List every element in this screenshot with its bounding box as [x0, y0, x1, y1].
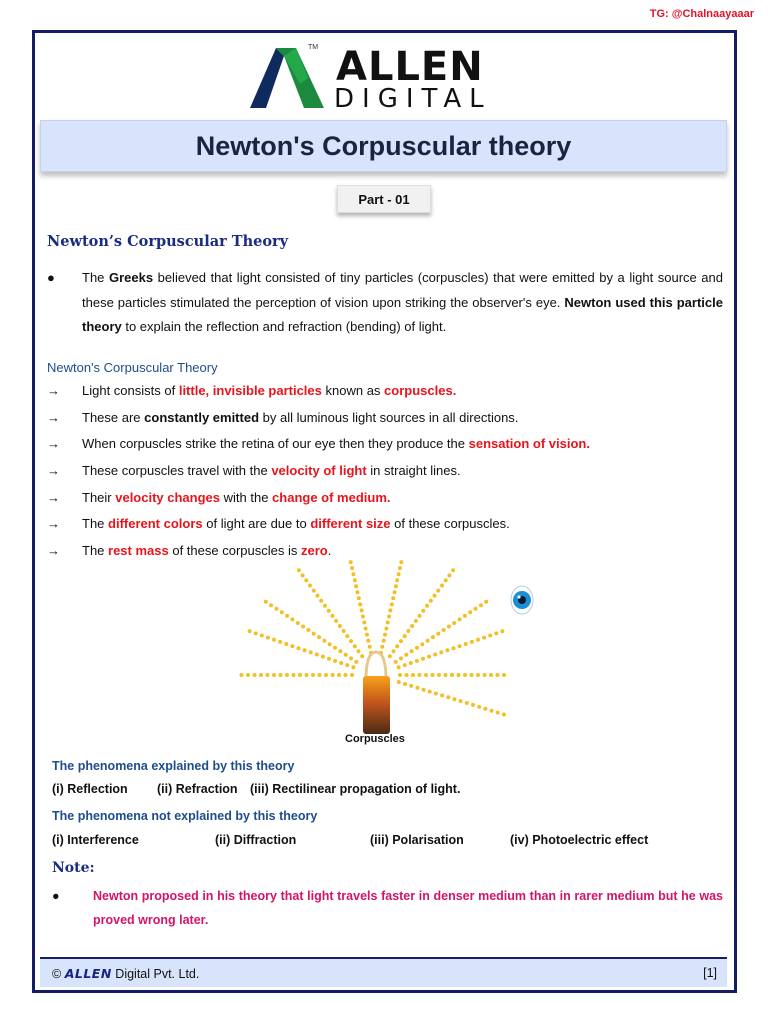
corpuscle-dot	[399, 639, 403, 643]
corpuscle-dot	[395, 644, 399, 648]
corpuscle-dot	[264, 600, 268, 604]
corpuscle-dot	[297, 646, 301, 650]
logo-word-digital: DIGITAL	[334, 84, 492, 114]
corpuscle-dot	[450, 673, 454, 677]
corpuscle-dot	[240, 673, 244, 677]
corpuscle-dot	[319, 599, 323, 603]
corpuscle-dot	[350, 673, 354, 677]
corpuscle-dot	[453, 697, 457, 701]
corpuscle-dot	[477, 705, 481, 709]
corpuscle-dot	[357, 649, 361, 653]
corpuscle-dot	[429, 599, 433, 603]
corpuscle-dot	[471, 703, 475, 707]
list-item: → When corpuscles strike the retina of our eye then they produce the sensation of vision.	[47, 434, 723, 461]
not-explained-heading: The phenomena not explained by this theory	[52, 809, 318, 823]
corpuscle-dot	[392, 649, 396, 653]
corpuscle-dot	[253, 673, 257, 677]
corpuscle-dot	[437, 673, 441, 677]
corpuscle-dot	[303, 648, 307, 652]
arrow-icon: →	[47, 383, 60, 398]
corpuscle-dot	[298, 673, 302, 677]
corpuscle-dot	[398, 566, 402, 570]
corpuscle-dot	[447, 573, 451, 577]
corpuscle-dot	[426, 639, 430, 643]
corpuscle-dot	[306, 628, 310, 632]
corpuscle-dot	[354, 660, 358, 664]
note-heading: Note:	[52, 860, 95, 876]
corpuscle-dot	[436, 632, 440, 636]
corpuscle-dot	[405, 673, 409, 677]
list-item: (iv) Photoelectric effect	[510, 833, 649, 847]
corpuscle-dot	[470, 640, 474, 644]
corpuscle-dot	[364, 627, 368, 631]
corpuscle-dot	[301, 625, 305, 629]
corpuscle-dot	[411, 673, 415, 677]
corpuscle-dot	[444, 673, 448, 677]
corpuscle-dot	[384, 627, 388, 631]
corpuscle-dot	[382, 639, 386, 643]
corpuscle-dot	[458, 644, 462, 648]
corpuscle-dot	[447, 625, 451, 629]
list-item: (ii) Diffraction	[215, 833, 297, 847]
corpuscle-dot	[415, 686, 419, 690]
corpuscle-dot	[312, 589, 316, 593]
corpuscle-dot	[431, 673, 435, 677]
title-banner	[40, 120, 727, 172]
page-number: [1]	[703, 966, 717, 980]
corpuscle-dot	[342, 629, 346, 633]
list-item: (ii) Refraction	[157, 782, 238, 796]
corpuscle-dot	[414, 619, 418, 623]
sub-heading: Newton's Corpuscular Theory	[47, 360, 218, 375]
corpuscle-dot	[434, 692, 438, 696]
corpuscle-dot	[399, 656, 403, 660]
corpuscle-dot	[433, 653, 437, 657]
eye-icon	[511, 586, 533, 614]
corpuscle-dot	[442, 628, 446, 632]
corpuscle-dot	[322, 639, 326, 643]
list-item: (i) Reflection	[52, 782, 128, 796]
corpuscle-dot	[386, 621, 390, 625]
corpuscle-dot	[284, 642, 288, 646]
list-item: → These are constantly emitted by all luminous light sources in all directions.	[47, 408, 723, 435]
corpuscle-dot	[365, 633, 369, 637]
intro-bullet	[47, 266, 723, 340]
corpuscle-dot	[489, 673, 493, 677]
corpuscle-dot	[360, 608, 364, 612]
corpuscle-dot	[397, 665, 401, 669]
corpuscle-dot	[351, 572, 355, 576]
corpuscle-dot	[308, 584, 312, 588]
corpuscle-dot	[361, 615, 365, 619]
footer-copyright: © ALLEN Digital Pvt. Ltd.	[52, 966, 200, 981]
corpuscle-dot	[349, 560, 353, 564]
arrow-icon: →	[47, 463, 60, 479]
corpuscle-dot	[428, 690, 432, 694]
corpuscle-dot	[415, 659, 419, 663]
corpuscle-dot	[246, 673, 250, 677]
corpuscle-dot	[397, 572, 401, 576]
corpuscle-dot	[476, 638, 480, 642]
corpuscle-dot	[353, 644, 357, 648]
corpuscle-dot	[490, 709, 494, 713]
list-item: (i) Interference	[52, 833, 139, 847]
corpuscle-dot	[398, 673, 402, 677]
corpuscle-dot	[275, 607, 279, 611]
arrow-icon: →	[47, 516, 60, 532]
corpuscle-dot	[468, 610, 472, 614]
list-item: → These corpuscles travel with the velocity of light in straight lines.	[47, 461, 723, 488]
corpuscle-dot	[337, 673, 341, 677]
corpuscle-dot	[309, 650, 313, 654]
corpuscle-dot	[285, 673, 289, 677]
corpuscle-dot	[321, 655, 325, 659]
corpuscle-dot	[394, 584, 398, 588]
bullet-dot-icon: ●	[52, 889, 60, 903]
corpuscle-dot	[488, 634, 492, 638]
corpuscle-dot	[420, 642, 424, 646]
corpuscle-dot	[445, 648, 449, 652]
corpuscle-dot	[312, 632, 316, 636]
corpuscle-dot	[463, 614, 467, 618]
list-item: (iii) Rectilinear propagation of light.	[250, 782, 461, 796]
corpuscle-dot	[297, 568, 301, 572]
corpuscle-dot	[333, 646, 337, 650]
corpuscle-dot	[290, 617, 294, 621]
trademark: TM	[308, 44, 319, 51]
corpuscle-dot	[317, 635, 321, 639]
corpuscle-dot	[362, 621, 366, 625]
corpuscle-dot	[388, 608, 392, 612]
corpuscle-dot	[345, 634, 349, 638]
corpuscle-dot	[323, 604, 327, 608]
corpuscle-dot	[418, 614, 422, 618]
corpuscle-diagram	[238, 560, 536, 745]
corpuscle-dot	[452, 621, 456, 625]
corpuscle-dot	[459, 699, 463, 703]
arrow-icon: →	[47, 543, 60, 559]
telegram-tag: TG: @Chalnaayaaar	[649, 8, 754, 20]
corpuscle-dot	[415, 646, 419, 650]
corpuscle-dot	[311, 673, 315, 677]
corpuscle-dot	[387, 615, 391, 619]
corpuscle-dot	[338, 624, 342, 628]
corpuscle-dot	[353, 578, 357, 582]
corpuscle-dot	[470, 673, 474, 677]
logo-word-allen: ALLEN	[336, 44, 484, 90]
corpuscle-dot	[421, 657, 425, 661]
arrow-icon: →	[47, 436, 60, 452]
corpuscle-dot	[439, 650, 443, 654]
corpuscle-dot	[427, 655, 431, 659]
corpuscle-dot	[431, 635, 435, 639]
allen-digital-logo	[250, 44, 520, 112]
corpuscle-dot	[318, 673, 322, 677]
corpuscle-dot	[440, 584, 444, 588]
figure-caption: Corpuscles	[345, 733, 405, 745]
note-text: Newton proposed in his theory that light travels faster in denser medium than in rarer medium but he was proved wrong later.	[93, 889, 723, 927]
corpuscle-dot	[410, 649, 414, 653]
corpuscle-dot	[344, 653, 348, 657]
corpuscle-dot	[410, 624, 414, 628]
corpuscle-dot	[315, 653, 319, 657]
corpuscle-dot	[349, 639, 353, 643]
corpuscle-dot	[502, 713, 506, 717]
corpuscle-dot	[421, 609, 425, 613]
corpuscle-dot	[324, 673, 328, 677]
corpuscle-dot	[391, 596, 395, 600]
corpuscle-rays	[238, 560, 536, 745]
corpuscle-dot	[266, 673, 270, 677]
corpuscle-dot	[366, 639, 370, 643]
corpuscle-dot	[356, 590, 360, 594]
corpuscle-dot	[409, 684, 413, 688]
corpuscle-dot	[327, 609, 331, 613]
corpuscle-dot	[403, 634, 407, 638]
corpuscle-dot	[479, 603, 483, 607]
corpuscle-dot	[422, 688, 426, 692]
corpuscle-dot	[451, 568, 455, 572]
corpuscle-dot	[349, 656, 353, 660]
corpuscle-dot	[424, 673, 428, 677]
corpuscle-dot	[404, 653, 408, 657]
corpuscle-dot	[383, 633, 387, 637]
corpuscle-dot	[502, 673, 506, 677]
corpuscle-dot	[476, 673, 480, 677]
corpuscle-dot	[339, 661, 343, 665]
corpuscle-dot	[272, 638, 276, 642]
corpuscle-dot	[380, 645, 384, 649]
corpuscle-dot	[458, 617, 462, 621]
corpuscle-dot	[406, 629, 410, 633]
corpuscle-dot	[463, 673, 467, 677]
list-item: → Their velocity changes with the change of medium.	[47, 488, 723, 515]
corpuscle-dot	[296, 621, 300, 625]
corpuscle-dot	[290, 644, 294, 648]
corpuscle-dot	[285, 614, 289, 618]
corpuscle-dot	[482, 636, 486, 640]
candle-icon	[363, 676, 390, 734]
corpuscle-dot	[394, 660, 398, 664]
corpuscle-dot	[496, 673, 500, 677]
corpuscle-dot	[272, 673, 276, 677]
corpuscle-dot	[403, 663, 407, 667]
corpuscle-dot	[331, 673, 335, 677]
corpuscle-dot	[338, 649, 342, 653]
corpuscle-dot	[452, 646, 456, 650]
corpuscle-dot	[474, 607, 478, 611]
corpuscle-dot	[496, 711, 500, 715]
corpuscle-dot	[464, 642, 468, 646]
explained-heading: The phenomena explained by this theory	[52, 759, 295, 773]
corpuscle-dot	[316, 594, 320, 598]
bullet-dot-icon: ●	[47, 270, 55, 285]
section-heading: Newton’s Corpuscular Theory	[47, 233, 289, 250]
properties-list	[47, 381, 723, 568]
corpuscle-dot	[280, 610, 284, 614]
corpuscle-dot	[278, 640, 282, 644]
list-item: (iii) Polarisation	[370, 833, 464, 847]
arrow-icon: →	[47, 409, 60, 425]
corpuscle-dot	[368, 645, 372, 649]
corpuscle-dot	[254, 631, 258, 635]
corpuscle-dot	[279, 673, 283, 677]
page-title: Newton's Corpuscular theory	[195, 130, 572, 161]
corpuscle-dot	[304, 578, 308, 582]
corpuscle-dot	[440, 693, 444, 697]
corpuscle-dot	[397, 680, 401, 684]
corpuscle-dot	[344, 673, 348, 677]
intro-text: The Greeks believed that light consisted of tiny particles (corpuscles) that were emitted by a light source and these particles stimulated the perception of vision upon striking the observer's eye. Newton used this particle theory to explain the reflection and refraction (bending) of light.	[82, 270, 723, 334]
corpuscle-dot	[483, 707, 487, 711]
corpuscle-dot	[418, 673, 422, 677]
corpuscle-dot	[444, 578, 448, 582]
corpuscle-dot	[395, 578, 399, 582]
corpuscle-dot	[358, 602, 362, 606]
corpuscle-dot	[500, 629, 504, 633]
corpuscle-dot	[484, 600, 488, 604]
part-label: Part - 01	[337, 185, 431, 213]
corpuscle-dot	[354, 584, 358, 588]
corpuscle-dot	[248, 629, 252, 633]
corpuscle-dot	[399, 560, 403, 564]
corpuscle-dot	[269, 603, 273, 607]
corpuscle-dot	[483, 673, 487, 677]
arrow-icon: →	[47, 489, 60, 505]
page-footer	[40, 957, 727, 987]
corpuscle-dot	[388, 654, 392, 658]
corpuscle-dot	[301, 573, 305, 577]
candle-flame-outline	[366, 652, 386, 680]
corpuscle-dot	[436, 589, 440, 593]
corpuscle-dot	[351, 665, 355, 669]
allen-a-mark-icon	[250, 44, 334, 112]
corpuscle-dot	[333, 659, 337, 663]
corpuscle-dot	[433, 594, 437, 598]
corpuscle-dot	[334, 619, 338, 623]
corpuscle-dot	[292, 673, 296, 677]
corpuscle-dot	[260, 634, 264, 638]
corpuscle-dot	[457, 673, 461, 677]
corpuscle-dot	[425, 604, 429, 608]
corpuscle-dot	[494, 631, 498, 635]
corpuscle-dot	[446, 695, 450, 699]
corpuscle-dot	[305, 673, 309, 677]
note-bullet	[52, 884, 723, 932]
corpuscle-dot	[357, 596, 361, 600]
corpuscle-dot	[259, 673, 263, 677]
corpuscle-dot	[330, 614, 334, 618]
corpuscle-dot	[350, 566, 354, 570]
list-item: → The rest mass of these corpuscles is zero.	[47, 541, 723, 568]
corpuscle-dot	[345, 663, 349, 667]
corpuscle-dot	[393, 590, 397, 594]
corpuscle-dot	[409, 661, 413, 665]
corpuscle-dot	[360, 654, 364, 658]
corpuscle-dot	[266, 636, 270, 640]
corpuscle-dot	[465, 701, 469, 705]
list-item: → Light consists of little, invisible particles known as corpuscles.	[47, 381, 723, 408]
corpuscle-dot	[390, 602, 394, 606]
corpuscle-dot	[403, 682, 407, 686]
list-item: → The different colors of light are due to different size of these corpuscles.	[47, 514, 723, 541]
corpuscle-dot	[327, 657, 331, 661]
corpuscle-dot	[328, 642, 332, 646]
